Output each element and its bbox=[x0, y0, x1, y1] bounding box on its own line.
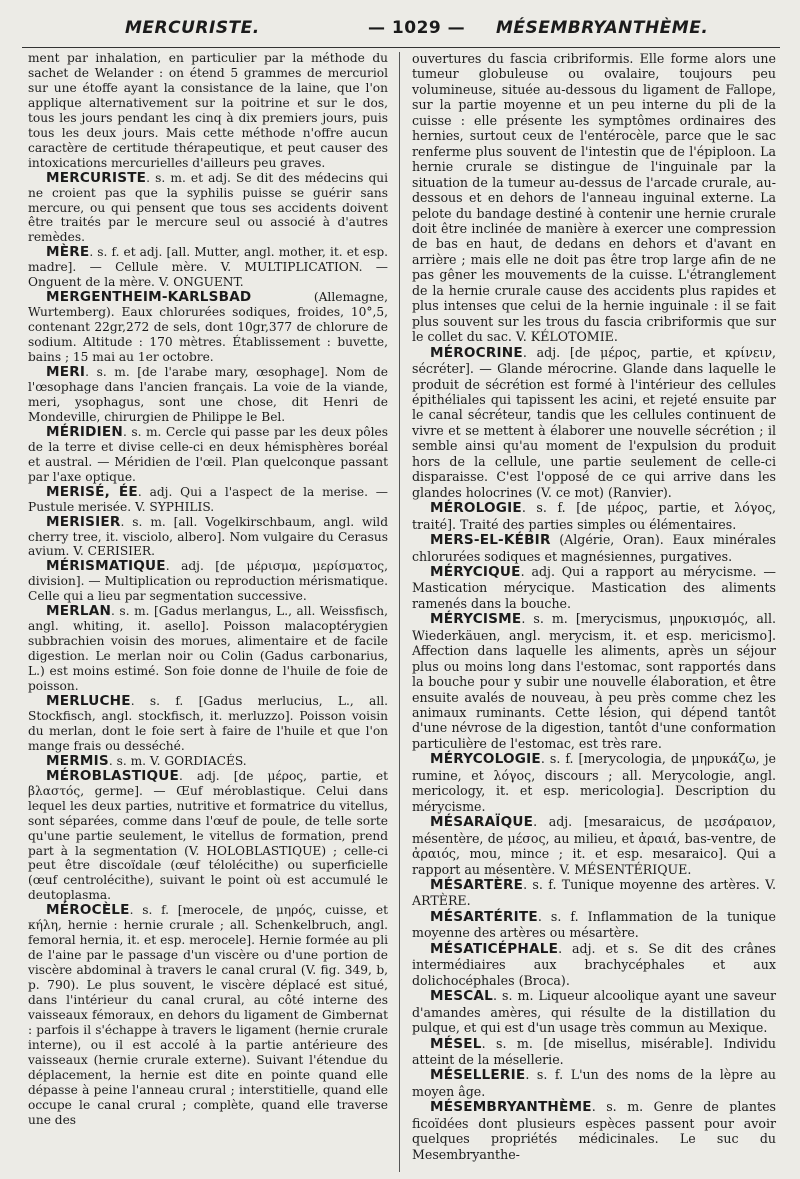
entry-definition: . s. m. et adj. Se dit des médecins qui ne croient pas que la syphilis puisse se guérir sans mercure, ou qui pensent que tous ses accidents doivent être traités par le mercure seul ou associé à d'autres remèdes. bbox=[28, 170, 388, 245]
entry-headword: MÉSARAÏQUE bbox=[430, 814, 534, 831]
page-number: — 1029 — bbox=[368, 18, 466, 38]
entry-headword: MÉSELLERIE bbox=[430, 1067, 526, 1084]
entry-definition: . s. m. V. GORDIACÉS. bbox=[108, 753, 247, 768]
dictionary-entry bbox=[412, 1036, 776, 1068]
entry-definition: . adj. [de μέρος, partie, et βλαστός, germe]. — Œuf méroblastique. Celui dans lequel les deux parties, nutritive et formatrice du vitellus, sont séparées, comme dans l'œuf de poule, de telle sorte qu'une partie seulement, le vitellus de formation, prend part à la segmentation (V. HOLOBLASTIQUE) ; celle-ci peut être discoïdale (œuf télolécithe) ou superficielle (œuf centrolécithe), suivant le point où est accumulé le deutoplasma. bbox=[28, 768, 388, 903]
running-head-left: MERCURISTE. bbox=[125, 18, 260, 38]
dictionary-entry bbox=[28, 365, 388, 425]
dictionary-entry bbox=[412, 877, 776, 909]
header-rule bbox=[22, 47, 780, 48]
entry-headword: MÉRIDIEN bbox=[46, 423, 123, 440]
entry-definition: . s. m. [de misellus, misérable]. Individu atteint de la mésellerie. bbox=[412, 1035, 776, 1067]
entry-definition: . s. m. [de l'arabe mary, œsophage]. Nom de l'œsophage dans l'ancien français. La voie de la viande, meri, ysophagus, sont une chose, dit Henri de Mondeville, chirurgien de Philippe le Bel. bbox=[28, 365, 388, 424]
dictionary-entry bbox=[28, 515, 388, 560]
dictionary-entry bbox=[412, 51, 776, 345]
dictionary-entry bbox=[412, 814, 776, 877]
entry-definition: . adj. Qui a rapport au mérycisme. — Mastication mérycique. Mastication des aliments ramenés dans la bouche. bbox=[412, 563, 776, 611]
entry-headword: MESCAL bbox=[430, 988, 493, 1005]
entry-definition: . s. f. [de μέρος, partie, et λόγος, traité]. Traité des parties simples ou élémentaires. bbox=[412, 500, 776, 532]
entry-headword: MÉROCRINE bbox=[430, 344, 523, 361]
entry-definition: (Allemagne, Wurtemberg). Eaux chlorurées sodiques, froides, 10°,5, contenant 22gr,272 de sels, dont 10gr,377 de chlorure de sodium. Altitude : 170 mètres. Établissement : buvette, bains ; 15 mai au 1er octobre. bbox=[28, 290, 388, 365]
entry-definition: . s. f. et adj. [all. Mutter, angl. mother, it. et esp. madre]. — Cellule mère. V. MULTIPLICATION. — Onguent de la mère. V. ONGUENT. bbox=[28, 245, 388, 290]
dictionary-entry bbox=[28, 903, 388, 1127]
entry-definition: . adj. et s. Se dit des crânes intermédiaires aux brachycéphales et aux dolichocéphales (Broca). bbox=[412, 940, 776, 988]
column-separator bbox=[399, 52, 400, 1172]
dictionary-entry bbox=[412, 345, 776, 501]
entry-definition: . s. f. [Gadus merlucius, L., all. Stockfisch, angl. stockfisch, it. merluzzo]. Poisson voisin du merlan, dont le foie sert à faire de l'huile et que l'on mange frais ou desséché. bbox=[28, 693, 388, 753]
entry-headword: MÉSARTÈRE bbox=[430, 877, 524, 894]
dictionary-entry bbox=[28, 245, 388, 290]
dictionary-entry bbox=[412, 909, 776, 941]
dictionary-entry bbox=[412, 751, 776, 814]
entry-headword: MERGENTHEIM-KARLSBAD bbox=[46, 289, 252, 306]
running-head-right: MÉSEMBRYANTHÈME. bbox=[496, 18, 709, 38]
entry-headword: MÉROLOGIE bbox=[430, 500, 522, 517]
entry-definition: . s. m. Genre de plantes ficoïdées dont plusieurs espèces passent pour avoir quelques propriétés médicinales. Le suc du Mesembryanthe- bbox=[412, 1099, 776, 1162]
entry-headword: MÉROBLASTIQUE bbox=[46, 767, 179, 784]
entry-definition: . s. f. L'un des noms de la lèpre au moyen âge. bbox=[412, 1067, 776, 1099]
entry-definition: . adj. [de μέρισμα, μερίσματος, division]. — Multiplication ou reproduction mérismatique. Celle qui a lieu par segmentation successive. bbox=[28, 559, 388, 604]
entry-definition: ouvertures du fascia cribriformis. Elle forme alors une tumeur globuleuse ou ovalaire, toujours peu volumineuse, située au-dessous du ligament de Fallope, sur la partie moyenne et un peu interne du pli de la cuisse : elle présente les symptômes ordinaires des hernies, surtout ceux de l'entérocèle, parce que le sac renferme plus souvent de l'intestin que de l'épiploon. La hernie crurale se distingue de l'inguinale par la situation de la tumeur au-dessus de l'arcade crurale, au-dessous et en dehors de l'anneau inguinal externe. La pelote du bandage destiné à contenir une hernie crurale doit être inclinée de manière à exercer une compression de bas en haut, de dedans en dehors et d'avant en arrière ; mais elle ne doit pas être trop large afin de ne pas gêner les mouvements de la cuisse. L'étranglement de la hernie crurale cause des accidents plus rapides et plus intenses que celui de la hernie inguinale : il se fait plus souvent sur les trous du fascia cribriformis que sur le collet du sac. V. KÉLOTOMIE. bbox=[412, 51, 776, 345]
entry-headword: MÉSATICÉPHALE bbox=[430, 940, 559, 957]
right-column bbox=[412, 51, 776, 1162]
entry-definition: . s. m. Cercle qui passe par les deux pôles de la terre et divise celle-ci en deux hémisphères boréal et austral. — Méridien de l'œil. Plan quelconque passant par l'axe optique. bbox=[28, 424, 388, 484]
entry-headword: MÉRYCISME bbox=[430, 611, 522, 628]
entry-headword: MERLUCHE bbox=[46, 692, 131, 709]
entry-headword: MERISÉ, ÉE bbox=[46, 483, 138, 500]
entry-definition: . s. f. [merycologia, de μηρυκάζω, je rumine, et λόγος, discours ; all. Merycologie, angl. mericology, it. et esp. mericologia]. Description du mérycisme. bbox=[412, 751, 776, 814]
entry-headword: MÉRYCOLOGIE bbox=[430, 751, 541, 768]
dictionary-entry bbox=[28, 425, 388, 485]
dictionary-entry bbox=[412, 564, 776, 611]
entry-headword: MÈRE bbox=[46, 244, 90, 261]
entry-definition: ment par inhalation, en particulier par la méthode du sachet de Welander : on étend 5 grammes de mercuriol sur une étoffe ayant la consistance de la laine, que l'on applique alternativement sur la poitrine et sur le dos, tous les jours pendant les cinq à dix premiers jours, puis tous les deux jours. Mais cette méthode n'offre aucun caractère de certitude thérapeutique, et peut causer des intoxications mercurielles d'ailleurs peu graves. bbox=[28, 51, 388, 170]
dictionary-entry bbox=[412, 941, 776, 988]
dictionary-entry bbox=[28, 754, 388, 769]
entry-definition: . s. f. Tunique moyenne des artères. V. ARTÈRE. bbox=[412, 877, 776, 909]
dictionary-entry bbox=[28, 694, 388, 754]
entry-definition: . s. m. Liqueur alcoolique ayant une saveur d'amandes amères, qui résulte de la distillation du pulque, et qui est d'un usage très commun au Mexique. bbox=[412, 988, 776, 1036]
dictionary-entry bbox=[28, 604, 388, 694]
entry-definition: . s. m. [Gadus merlangus, L., all. Weissfisch, angl. whiting, it. asello]. Poisson malacoptérygien subbrachien voisin des morues, alimentaire et de facile digestion. Le merlan noir ou Colin (Gadus carbonarius, L.) est moins estimé. Son foie donne de l'huile de foie de poisson. bbox=[28, 604, 388, 694]
entry-definition: . s. m. [merycismus, μηρυκισμός, all. Wiederkäuen, angl. merycism, it. et esp. mericismo]. Affection dans laquelle les aliments, après un séjour plus ou moins long dans l'estomac, sont rapportés dans la bouche pour y subir une nouvelle élaboration, et être ensuite avalés de nouveau, à peu près comme chez les animaux ruminants. Cette lésion, qui dépend tantôt d'une névrose de la digestion, tantôt d'une conformation particulière de l'estomac, est très rare. bbox=[412, 611, 776, 751]
entry-headword: MÉSEL bbox=[430, 1035, 482, 1052]
entry-headword: MÉSARTÉRITE bbox=[430, 908, 538, 925]
dictionary-entry bbox=[412, 532, 776, 564]
dictionary-entry bbox=[28, 769, 388, 904]
entry-headword: MERS-EL-KÉBIR bbox=[430, 532, 551, 549]
entry-headword: MERLAN bbox=[46, 603, 112, 620]
entry-definition: . adj. [mesaraicus, de μεσάραιον, mésentère, de μέσος, au milieu, et ἀραιά, bas-ventre, de ἀραιός, mou, mince ; it. et esp. mesaraico]. Qui a rapport au mésentère. V. MÉSENTÉRIQUE. bbox=[412, 814, 776, 877]
entry-headword: MÉSEMBRYANTHÈME bbox=[430, 1099, 592, 1116]
entry-definition: . s. m. [all. Vogelkirschbaum, angl. wild cherry tree, it. visciolo, albero]. Nom vulgaire du Cerasus avium. V. CERISIER. bbox=[28, 514, 388, 559]
entry-headword: MÉRISMATIQUE bbox=[46, 558, 166, 575]
dictionary-entry bbox=[28, 171, 388, 246]
dictionary-entry bbox=[412, 1067, 776, 1099]
dictionary-entry bbox=[28, 485, 388, 515]
entry-definition: . s. f. Inflammation de la tunique moyenne des artères ou mésartère. bbox=[412, 908, 776, 941]
entry-definition: (Algérie, Oran). Eaux minérales chlorurées sodiques et magnésiennes, purgatives. bbox=[412, 532, 776, 564]
dictionary-entry bbox=[412, 988, 776, 1035]
left-column bbox=[28, 51, 388, 1128]
dictionary-entry bbox=[28, 559, 388, 604]
dictionary-entry bbox=[412, 500, 776, 532]
entry-definition: . s. f. [merocele, de μηρός, cuisse, et κήλη, hernie : hernie crurale ; all. Schenkelbruch, angl. femoral hernia, it. et esp. merocele]. Hernie formée au pli de l'aine par le passage d'un viscère ou d'une portion de viscère abdominal à travers le canal crural (V. fig. 349, b, p. 790). Le plus souvent, le viscère déplacé est situé, dans l'intérieur du canal crural, au côté interne des vaisseaux fémoraux, en dehors du ligament de Gimbernat : parfois il s'échappe à travers le ligament (hernie crurale interne), ou il est accolé à la partie antérieure des vaisseaux (hernie crurale externe). Suivant l'étendue du déplacement, la hernie est dite en pointe quand elle dépasse à peine l'anneau crural ; interstitielle, quand elle occupe le canal crural ; complète, quand elle traverse une des bbox=[28, 903, 388, 1127]
entry-headword: MERCURISTE bbox=[46, 169, 147, 186]
entry-headword: MÉROCÈLE bbox=[46, 902, 130, 919]
dictionary-entry bbox=[412, 1099, 776, 1162]
entry-headword: MÉRYCIQUE bbox=[430, 563, 521, 580]
dictionary-entry bbox=[28, 51, 388, 171]
entry-definition: . adj. Qui a l'aspect de la merise. — Pustule merisée. V. SYPHILIS. bbox=[28, 484, 388, 514]
dictionary-entry bbox=[412, 611, 776, 751]
entry-definition: . adj. [de μέρος, partie, et κρίνειν, sécréter]. — Glande mérocrine. Glande dans laquelle le produit de sécrétion est formé à l'intérieur des cellules épithéliales qui tapissent les acini, et rejeté ensuite par le canal sécréteur, tandis que les cellules continuent de vivre et se mettent à élaborer une nouvelle sécrétion ; il semble ainsi qu'au moment de l'expulsion du produit hors de la cellule, une partie seulement de celle-ci disparaisse. C'est l'opposé de ce qui arrive dans les glandes holocrines (V. ce mot) (Ranvier). bbox=[412, 344, 776, 500]
entry-headword: MERMIS bbox=[46, 752, 109, 769]
entry-headword: MERISIER bbox=[46, 513, 121, 530]
entry-headword: MERI bbox=[46, 364, 86, 381]
page-header bbox=[0, 18, 800, 46]
dictionary-entry bbox=[28, 290, 388, 365]
